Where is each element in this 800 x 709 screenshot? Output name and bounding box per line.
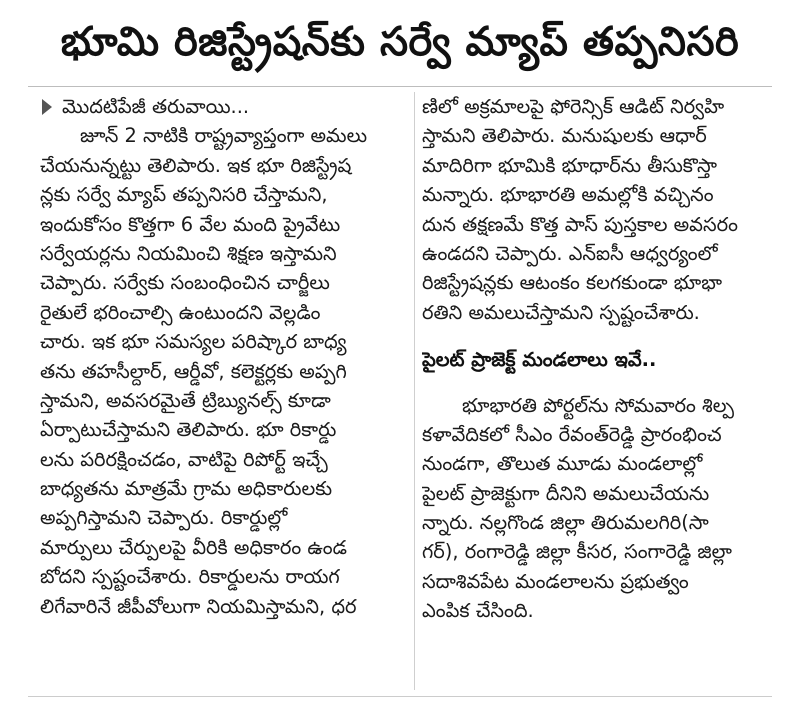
body-line: తను తహసీల్దార్, ఆర్డీవో, కలెక్టర్లకు అప్పగి — [40, 359, 347, 383]
body-line: మన్నారు. భూభారతి అమల్లోకి వచ్చినం — [422, 183, 714, 207]
chevron-right-icon — [42, 99, 52, 115]
body-line: న్నారు. నల్లగొండ జిల్లా తిరుమలగిరి(సా — [422, 511, 709, 535]
body-line: రైతులే భరించాల్సి ఉంటుందని వెల్లడిం — [40, 300, 321, 324]
section-subheading: పైలట్ ప్రాజెక్ట్ మండలాలు ఇవే.. — [422, 348, 657, 372]
body-line: గర్), రంగారెడ్డి జిల్లా కీసర, సంగారెడ్డి జిల్లా — [422, 540, 732, 564]
body-line: దున తక్షణమే కొత్త పాస్ పుస్తకాల అవసరం — [422, 212, 738, 236]
body-line: చారు. ఇక భూ సమస్యల పరిష్కార బాధ్య — [40, 330, 347, 354]
body-line: ఉండదని చెప్పారు. ఎన్ఐసీ ఆధ్వర్యంలో — [422, 241, 718, 265]
headline-divider — [28, 86, 772, 87]
kicker-text: మొదటిపేజీ తరువాయి... — [62, 95, 250, 118]
body-line: స్తామని, అవసరమైతే ట్రిబ్యునల్స్ కూడా — [40, 388, 331, 412]
body-line: జూన్ 2 నాటికి రాష్ట్రవ్యాప్తంగా అమలు — [80, 124, 368, 148]
continuation-kicker — [40, 92, 410, 121]
bottom-rule — [28, 696, 772, 697]
left-column — [40, 92, 410, 621]
body-line: చెప్పారు. సర్వేకు సంబంధించిన చార్జీలు — [40, 271, 330, 295]
body-line: మాదిరిగా భూమికి భూధార్‌ను తీసుకొస్తా — [422, 153, 717, 177]
body-line: ఇందుకోసం కొత్తగా 6 వేల మంది ప్రైవేటు — [40, 212, 341, 236]
body-line: స్తామని తెలిపారు. మనుషులకు ఆధార్ — [422, 124, 707, 148]
body-line: కళావేదికలో సీఎం రేవంత్‌రెడ్డి ప్రారంభించ — [422, 422, 722, 446]
body-line: సర్వేయర్లను నియమించి శిక్షణ ఇస్తామని — [40, 241, 337, 265]
body-line: అప్పగిస్తామని చెప్పారు. రికార్డుల్లో — [40, 506, 288, 530]
body-line: లను పరిరక్షించడం, వాటిపై రిపోర్ట్ ఇచ్చే — [40, 447, 328, 471]
body-line: బాధ్యతను మాత్రమే గ్రామ అధికారులకు — [40, 477, 333, 501]
column-divider — [414, 92, 415, 690]
body-line: బోదని స్పష్టంచేశారు. రికార్డులను రాయగ — [40, 565, 340, 589]
body-line: లిగేవారినే జీపీవోలుగా నియమిస్తామని, ధర — [40, 594, 357, 618]
body-line: నుండగా, తొలుత మూడు మండలాల్లో — [422, 452, 703, 476]
body-line: రతిని అమలుచేస్తామని స్పష్టంచేశారు. — [422, 300, 700, 324]
body-line: ణిలో అక్రమాలపై ఫోరెన్సిక్ ఆడిట్ నిర్వహి — [422, 95, 725, 118]
body-line: చేయనున్నట్టు తెలిపారు. ఇక భూ రిజిస్ట్రేష — [40, 153, 352, 177]
body-line: ఏర్పాటుచేస్తామని తెలిపారు. భూ రికార్డు — [40, 418, 337, 442]
body-line: న్లకు సర్వే మ్యాప్ తప్పనిసరి చేస్తామని, — [40, 183, 328, 207]
body-line: మార్పులు చేర్పులపై వీరికి అధికారం ఉండ — [40, 535, 347, 559]
body-line: రిజిస్ట్రేషన్లకు ఆటంకం కలగకుండా భూభా — [422, 271, 723, 295]
body-line: సదాశివపేట మండలాలను ప్రభుత్వం — [422, 569, 689, 593]
body-line: భూభారతి పోర్టల్‌ను సోమవారం శిల్ప — [462, 393, 734, 417]
right-column — [422, 92, 772, 626]
body-line: పైలట్ ప్రాజెక్టుగా దీనిని అమలుచేయను — [422, 481, 710, 505]
headline: భూమి రిజిస్ట్రేషన్‌కు సర్వే మ్యాప్ తప్పనిసరి — [60, 19, 740, 65]
body-line: ఎంపిక చేసింది. — [422, 599, 534, 623]
